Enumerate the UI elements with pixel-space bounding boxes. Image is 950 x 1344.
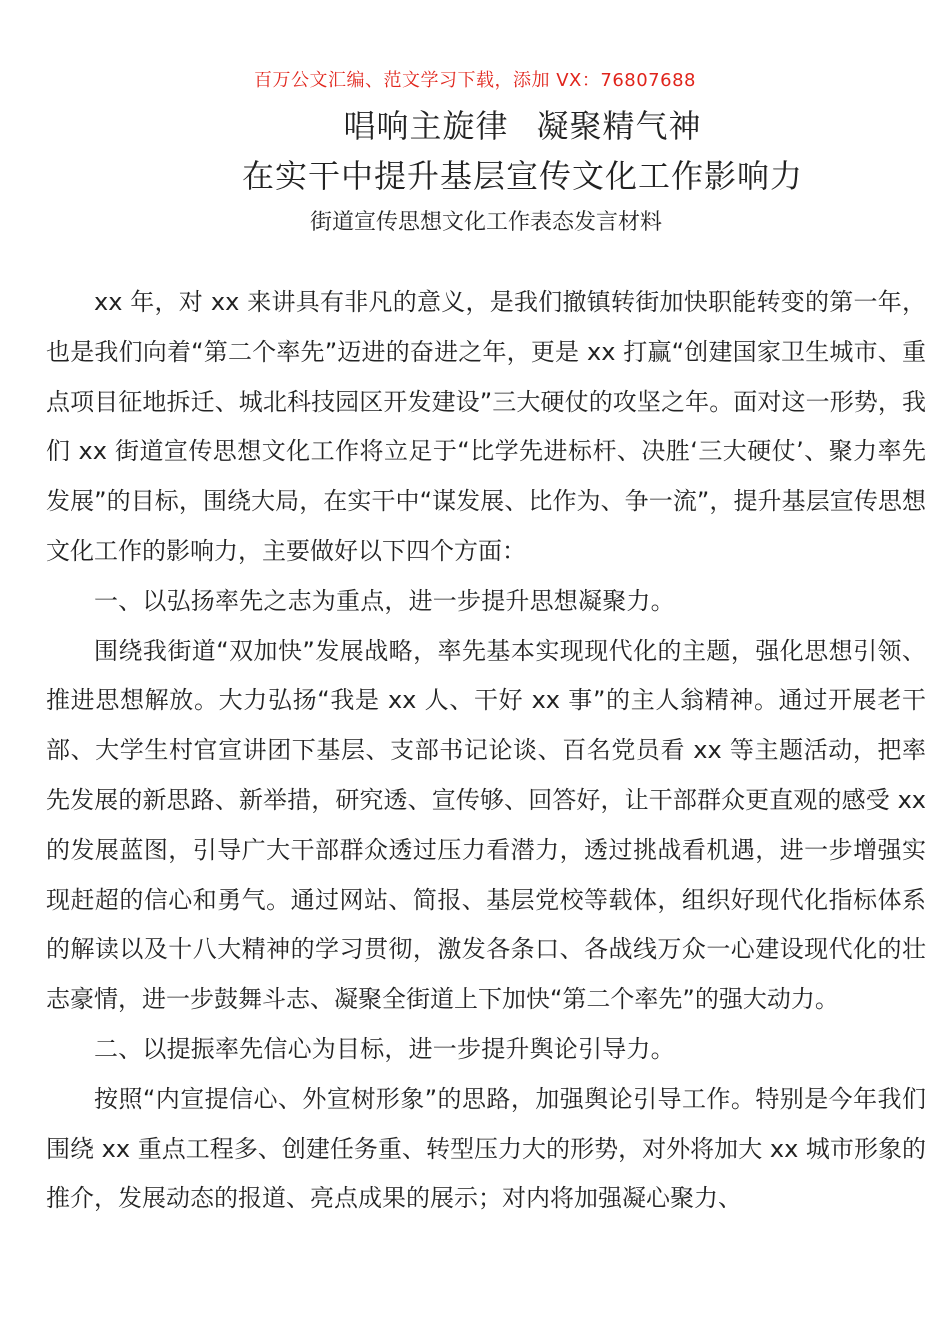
paragraph-section-1: 围绕我街道“双加快”发展战略，率先基本实现现代化的主题，强化思想引领、推进思想解放。大力弘扬“我是 xx 人、干好 xx 事”的主人翁精神。通过开展老干部、大学生村官宣讲团下基层、支部书记论谈、百名党员看 xx 等主题活动，把率先发展的新思路、新举措，研究透、宣传够、回答好，让干部群众更直观的感受 xx 的发展蓝图，引导广大干部群众透过压力看潜力，透过挑战看机遇，进一步增强实现赶超的信心和勇气。通过网站、简报、基层党校等载体，组织好现代化指标体系的解读以及十八大精神的学习贯彻，激发各条口、各战线万众一心建设现代化的壮志豪情，进一步鼓舞斗志、凝聚全街道上下加快“第二个率先”的强大动力。 [46, 636, 926, 1014]
title-line-2: 在实干中提升基层宣传文化工作影响力 [241, 157, 803, 195]
title-line-1-part-b: 凝聚精气神 [536, 107, 702, 145]
section-heading-2: 二、以提振率先信心为目标，进一步提升舆论引导力。 [94, 1034, 675, 1063]
document-subtitle: 街道宣传思想文化工作表态发言材料 [309, 210, 662, 235]
paragraph-intro: xx 年，对 xx 来讲具有非凡的意义，是我们撤镇转街加快职能转变的第一年，也是我们向着“第二个率先”迈进的奋进之年，更是 xx 打赢“创建国家卫生城市、重点项目征地拆迁、城北科技园区开发建设”三大硬仗的攻坚之年。面对这一形势，我们 xx 街道宣传思想文化工作将立足于“比学先进标杆、决胜‘三大硬仗’、聚力率先发展”的目标，围绕大局，在实干中“谋发展、比作为、争一流”，提升基层宣传思想文化工作的影响力，主要做好以下四个方面： [46, 288, 926, 565]
document-body [46, 278, 926, 1224]
paragraph-section-2: 按照“内宣提信心、外宣树形象”的思路，加强舆论引导工作。特别是今年我们围绕 xx 重点工程多、创建任务重、转型压力大的形势，对外将加大 xx 城市形象的推介，发展动态的报道、亮点成果的展示；对内将加强凝心聚力、 [46, 1084, 926, 1213]
title-line-1 [0, 104, 950, 148]
section-heading-1: 一、以弘扬率先之志为重点，进一步提升思想凝聚力。 [94, 586, 675, 615]
title-line-1-part-a: 唱响主旋律 [343, 107, 509, 145]
watermark-banner: 百万公文汇编、范文学习下载，添加 VX：76807688 [254, 70, 696, 91]
